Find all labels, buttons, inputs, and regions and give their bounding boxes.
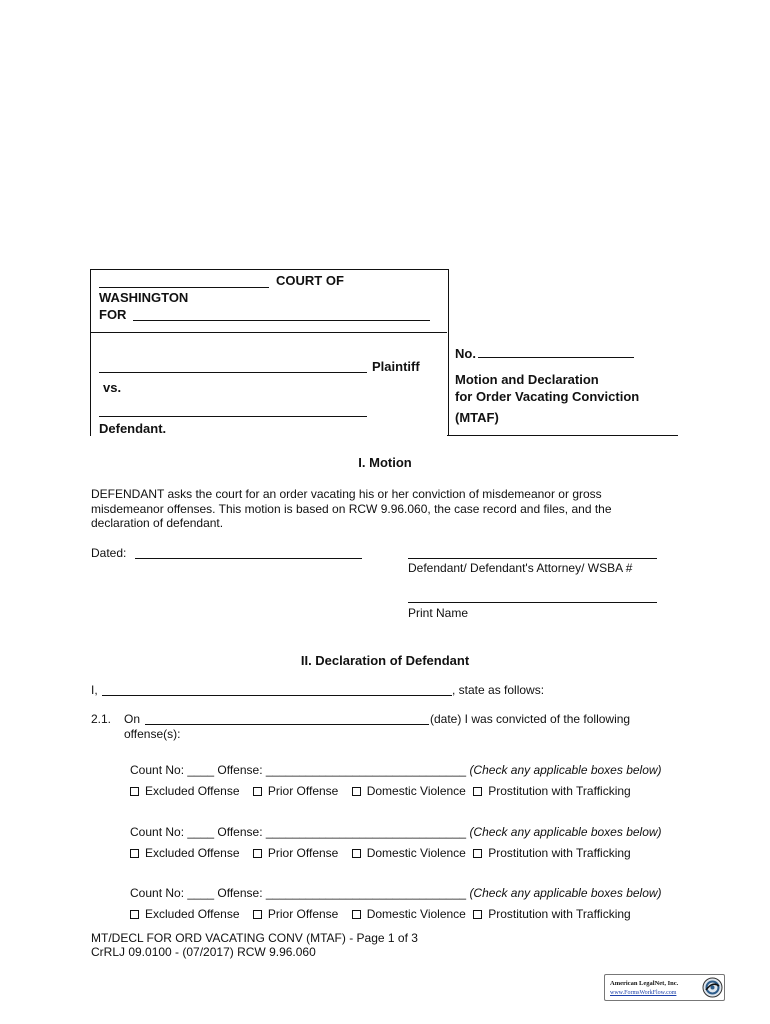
form-title-line1: Motion and Declaration	[455, 372, 599, 387]
checkbox-icon[interactable]	[130, 910, 139, 919]
checkbox-icon[interactable]	[130, 849, 139, 858]
checkbox-icon[interactable]	[352, 910, 361, 919]
count-offense-fields[interactable]: Count No: ____ Offense: ______________________________	[130, 763, 467, 777]
signature-label: Defendant/ Defendant's Attorney/ WSBA #	[408, 561, 633, 575]
option-prostitution-trafficking[interactable]: Prostitution with Trafficking	[473, 846, 631, 861]
plaintiff-label: Plaintiff	[372, 359, 420, 374]
count-block-2	[130, 825, 690, 860]
count-block-1	[130, 763, 690, 798]
checkbox-icon[interactable]	[253, 787, 262, 796]
plaintiff-line[interactable]	[99, 372, 367, 373]
checkbox-icon[interactable]	[473, 849, 482, 858]
print-name-label: Print Name	[408, 606, 469, 620]
caption-divider	[90, 332, 447, 333]
logo-name: American LegalNet, Inc.	[610, 980, 679, 987]
logo-url[interactable]: www.FormsWorkFlow.com	[610, 990, 677, 996]
legalnet-logo	[604, 974, 725, 1001]
check-note: (Check any applicable boxes below)	[469, 763, 662, 777]
on-label: On	[124, 712, 141, 726]
motion-para-line2: misdemeanor offenses. This motion is based on RCW 9.96.060, the case record and files, and the	[91, 502, 612, 516]
footer-line1: MT/DECL FOR ORD VACATING CONV (MTAF) - Page 1 of 3	[91, 931, 418, 945]
checkbox-icon[interactable]	[352, 787, 361, 796]
form-title-line3: (MTAF)	[455, 410, 499, 425]
option-domestic-violence[interactable]: Domestic Violence	[352, 907, 466, 922]
vs-label: vs.	[103, 380, 122, 395]
checkbox-icon[interactable]	[352, 849, 361, 858]
court-name-line[interactable]	[99, 287, 269, 288]
signature-line[interactable]	[408, 558, 657, 559]
option-prior-offense[interactable]: Prior Offense	[253, 846, 338, 861]
motion-para-line1: DEFENDANT asks the court for an order vacating his or her conviction of misdemeanor or gross	[91, 487, 602, 501]
option-prior-offense[interactable]: Prior Offense	[253, 907, 338, 922]
for-county-line[interactable]	[133, 320, 430, 321]
defendant-label: Defendant.	[99, 421, 167, 436]
count-block-3	[130, 886, 690, 921]
check-note: (Check any applicable boxes below)	[469, 886, 662, 900]
check-note: (Check any applicable boxes below)	[469, 825, 662, 839]
option-excluded-offense[interactable]: Excluded Offense	[130, 784, 240, 799]
count-offense-fields[interactable]: Count No: ____ Offense: ______________________________	[130, 825, 467, 839]
option-prostitution-trafficking[interactable]: Prostitution with Trafficking	[473, 907, 631, 922]
checkbox-icon[interactable]	[473, 910, 482, 919]
court-of-label: COURT OF	[276, 273, 344, 288]
motion-para-line3: declaration of defendant.	[91, 516, 224, 530]
case-no-label: No.	[455, 346, 476, 361]
option-prior-offense[interactable]: Prior Offense	[253, 784, 338, 799]
washington-label: WASHINGTON	[99, 290, 189, 305]
conviction-date-line[interactable]	[145, 724, 429, 725]
checkbox-icon[interactable]	[253, 910, 262, 919]
option-domestic-violence[interactable]: Domestic Violence	[352, 784, 466, 799]
for-label: FOR	[99, 307, 127, 322]
defendant-line[interactable]	[99, 416, 367, 417]
declarant-name-line[interactable]	[102, 695, 452, 696]
i-suffix: , state as follows:	[452, 683, 545, 697]
count-offense-fields[interactable]: Count No: ____ Offense: ______________________________	[130, 886, 467, 900]
footer-line2: CrRLJ 09.0100 - (07/2017) RCW 9.96.060	[91, 945, 316, 959]
dated-line[interactable]	[135, 558, 362, 559]
date-text: (date) I was convicted of the following	[430, 712, 631, 726]
form-title-line2: for Order Vacating Conviction	[455, 389, 640, 404]
i-prefix: I,	[91, 683, 98, 697]
option-excluded-offense[interactable]: Excluded Offense	[130, 907, 240, 922]
item-number: 2.1.	[91, 712, 112, 726]
checkbox-icon[interactable]	[253, 849, 262, 858]
declaration-heading: II. Declaration of Defendant	[300, 653, 470, 668]
checkbox-icon[interactable]	[130, 787, 139, 796]
motion-heading: I. Motion	[358, 455, 412, 470]
dated-label: Dated:	[91, 546, 127, 560]
caption-bottom-rule	[447, 435, 678, 436]
offenses-label: offense(s):	[124, 727, 181, 741]
print-name-line[interactable]	[408, 602, 657, 603]
globe-icon	[702, 977, 723, 998]
option-excluded-offense[interactable]: Excluded Offense	[130, 846, 240, 861]
option-domestic-violence[interactable]: Domestic Violence	[352, 846, 466, 861]
case-no-line[interactable]	[478, 357, 634, 358]
checkbox-icon[interactable]	[473, 787, 482, 796]
option-prostitution-trafficking[interactable]: Prostitution with Trafficking	[473, 784, 631, 799]
